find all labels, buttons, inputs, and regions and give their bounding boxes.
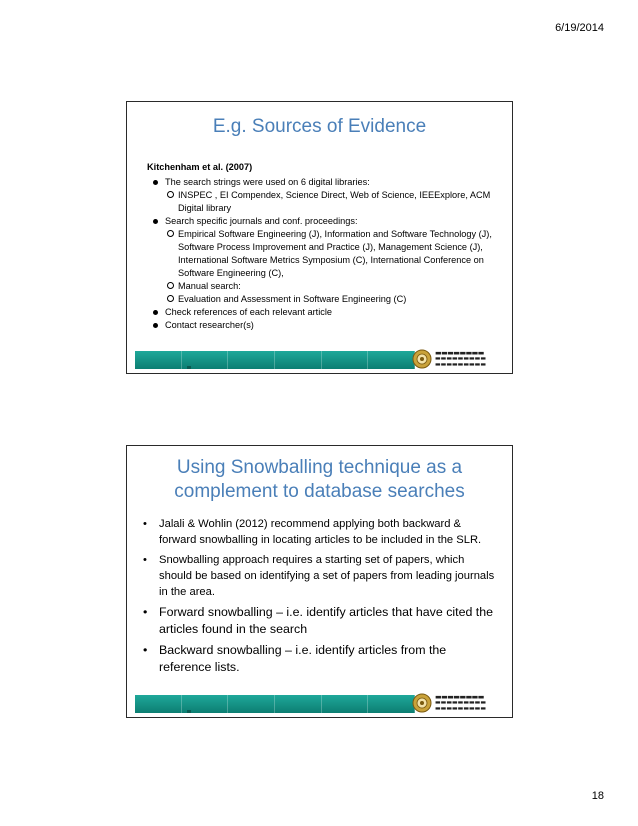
slide-sources-of-evidence — [126, 101, 513, 374]
logo-wordmark-icon: ▬▬▬▬▬▬▬▬ ▬▬▬▬▬▬▬▬▬ ▬▬▬▬▬▬▬▬▬ — [435, 349, 487, 368]
university-logo — [412, 693, 502, 713]
sub-bullet-item: INSPEC , EI Compendex, Science Direct, Web of Science, IEEExplore, ACM Digital library — [147, 189, 496, 215]
slide-body — [137, 516, 500, 680]
slide-title-line: Using Snowballing technique as a — [176, 457, 463, 478]
bullet-item: Contact researcher(s) — [147, 319, 496, 332]
slide-title-line: complement to database searches — [174, 481, 465, 502]
bullet-item: • Forward snowballing – i.e. identify articles that have cited the articles found in the search — [137, 604, 500, 638]
sub-bullet-item: Empirical Software Engineering (J), Information and Software Technology (J), Software Process Improvement and Practice (J), Management Science (J), International Software Metrics Symposium (C), International Conference on Software Engineering (C), — [147, 228, 496, 280]
sub-bullet-item: Manual search: — [147, 280, 496, 293]
slide-title: E.g. Sources of Evidence — [212, 116, 427, 137]
logo-wordmark-icon: ▬▬▬▬▬▬▬▬ ▬▬▬▬▬▬▬▬▬ ▬▬▬▬▬▬▬▬▬ — [435, 693, 487, 712]
bullet-item: Check references of each relevant article — [147, 306, 496, 319]
slide-body — [147, 161, 496, 332]
bullet-item: • Snowballing approach requires a starting set of papers, which should be based on identifying a set of papers from leading journals in the area. — [137, 552, 500, 600]
university-logo — [412, 349, 502, 369]
page-number: 18 — [591, 790, 604, 802]
page-date: 6/19/2014 — [555, 22, 604, 34]
bullet-item: • Backward snowballing – i.e. identify articles from the reference lists. — [137, 642, 500, 676]
bullet-item: The search strings were used on 6 digital libraries: — [147, 176, 496, 189]
bullet-item: • Jalali & Wohlin (2012) recommend applying both backward & forward snowballing in locating articles to be included in the SLR. — [137, 516, 500, 548]
slide-title — [127, 456, 512, 504]
slide-snowballing-technique — [126, 445, 513, 718]
author-reference: Kitchenham et al. (2007) — [147, 162, 253, 172]
sub-bullet-item: Evaluation and Assessment in Software Engineering (C) — [147, 293, 496, 306]
university-seal-icon — [412, 349, 432, 369]
footer-bar — [135, 351, 415, 369]
university-seal-icon — [412, 693, 432, 713]
footer-bar — [135, 695, 415, 713]
bullet-item: Search specific journals and conf. proceedings: — [147, 215, 496, 228]
